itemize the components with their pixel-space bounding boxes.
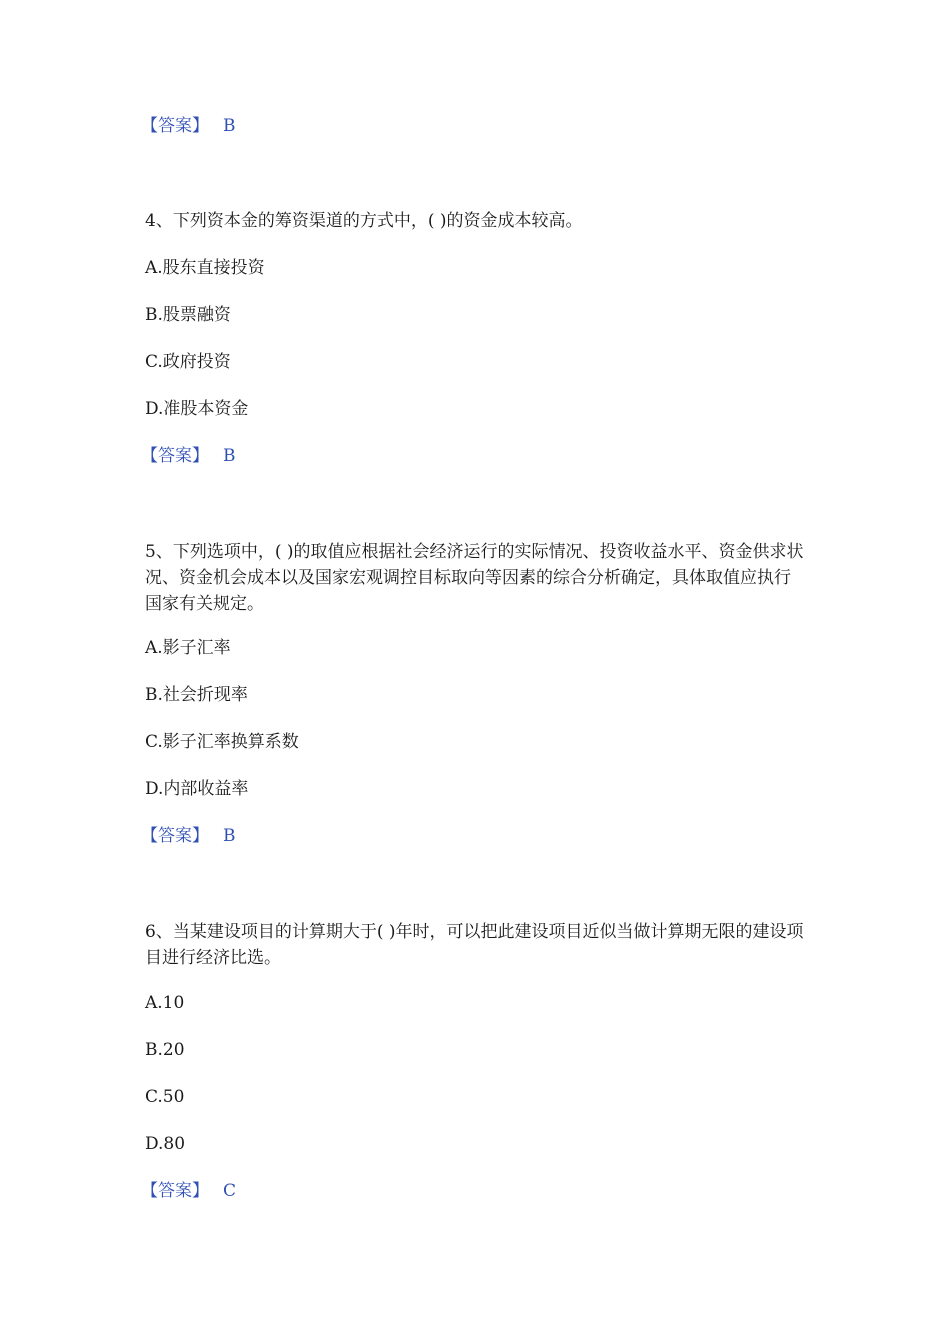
question-4-option-c: C.政府投资 [145,352,231,372]
question-5-option-d: D.内部收益率 [145,779,249,799]
question-4-option-b: B.股票融资 [145,305,231,325]
answer-q5 [141,824,801,848]
answer-q6 [141,1179,801,1203]
answer-label: 【答案】 [141,446,209,466]
question-5-stem: 5、下列选项中，( )的取值应根据社会经济运行的实际情况、投资收益水平、资金供求状况、资金机会成本以及国家宏观调控目标取向等因素的综合分析确定，具体取值应执行国家有关规定。 [145,542,804,614]
question-6-option-b: B.20 [145,1040,185,1060]
answer-q4 [141,444,801,468]
question-6-option-a: A.10 [145,993,185,1013]
question-5-option-c: C.影子汇率换算系数 [145,732,299,752]
question-5-option-b: B.社会折现率 [145,685,248,705]
answer-label: 【答案】 [141,1181,209,1201]
answer-label: 【答案】 [141,116,209,136]
answer-q3 [141,114,801,138]
answer-label: 【答案】 [141,826,209,846]
question-4-option-d: D.准股本资金 [145,399,249,419]
question-6-option-d: D.80 [145,1134,186,1154]
question-5-option-a: A.影子汇率 [145,638,231,658]
answer-value: B [223,116,236,136]
question-4-option-a: A.股东直接投资 [145,258,265,278]
answer-value: C [223,1181,237,1201]
question-6-stem: 6、当某建设项目的计算期大于( )年时，可以把此建设项目近似当做计算期无限的建设项目进行经济比选。 [145,922,804,968]
answer-value: B [223,446,236,466]
question-6-option-c: C.50 [145,1087,185,1107]
question-4-stem: 4、下列资本金的筹资渠道的方式中，( )的资金成本较高。 [145,211,583,231]
answer-value: B [223,826,236,846]
